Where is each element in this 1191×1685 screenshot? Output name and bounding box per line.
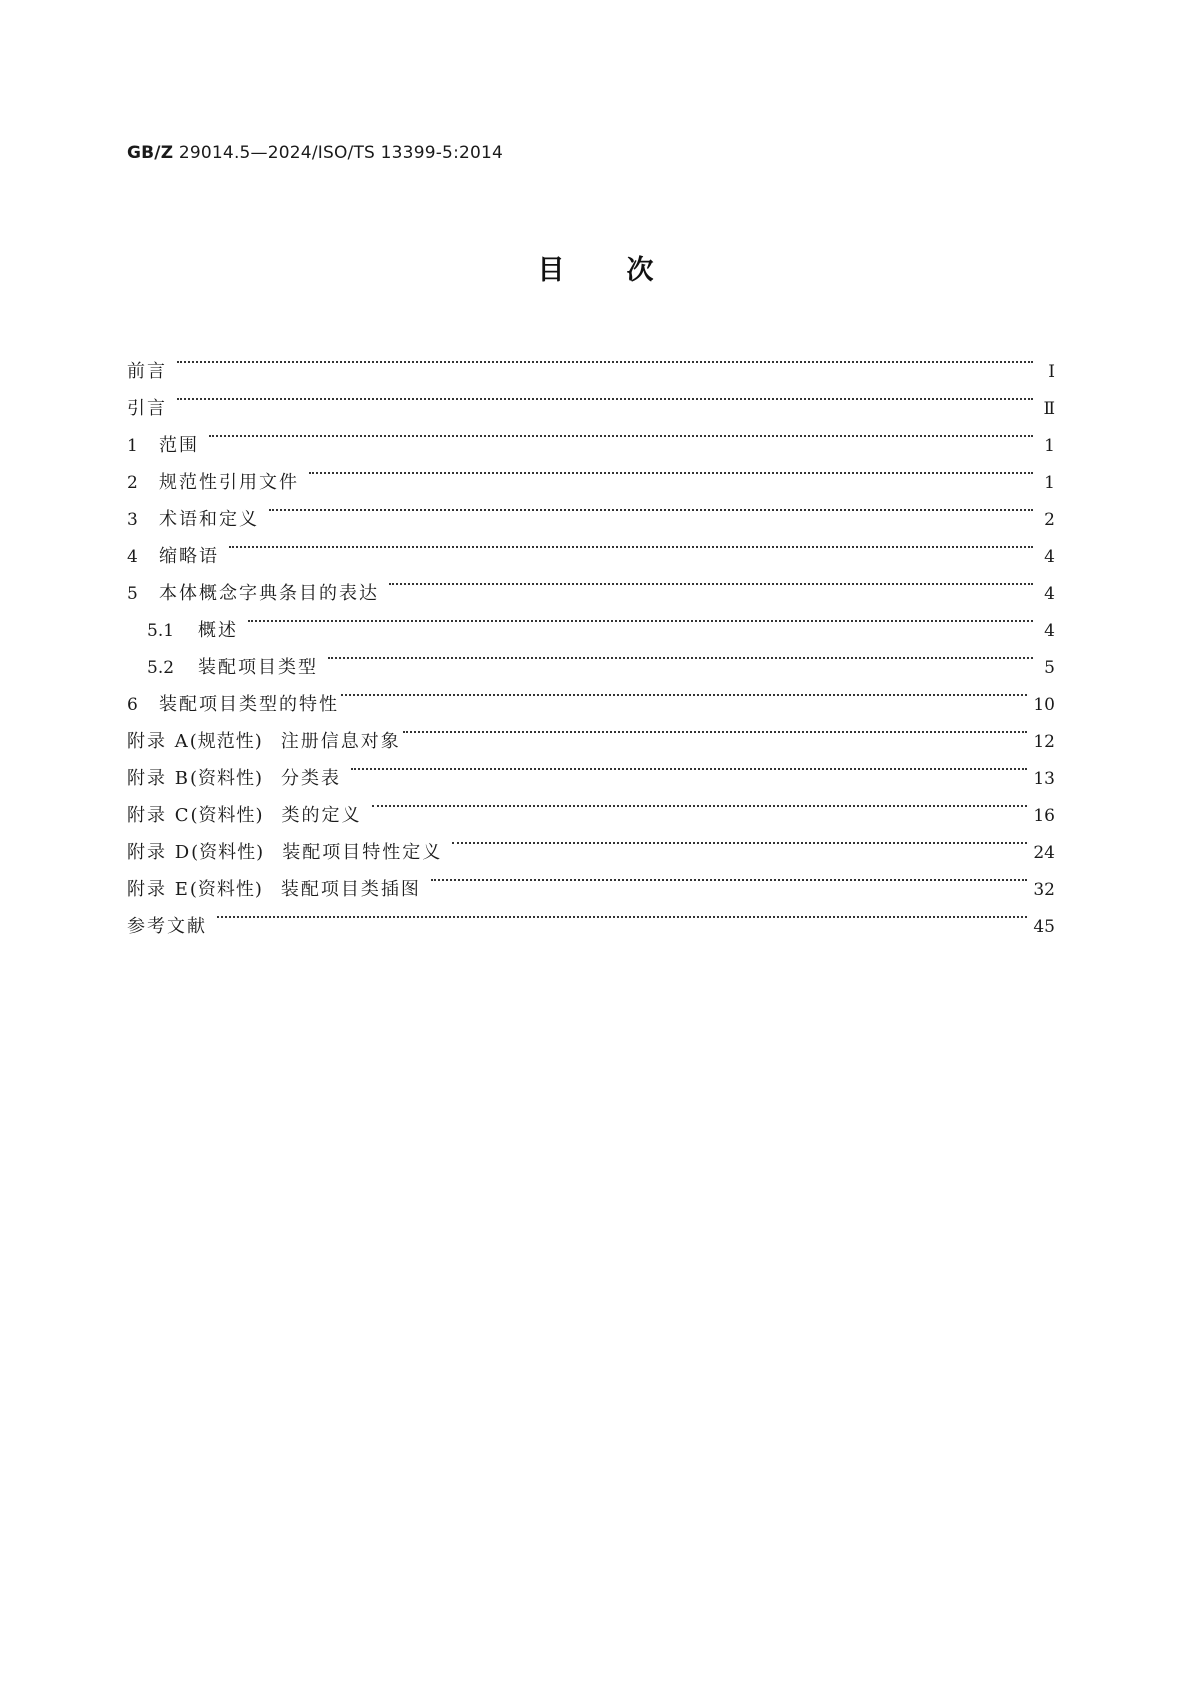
toc-entry-label: 规范性引用文件 (159, 472, 299, 493)
toc-page-number: Ⅱ (1043, 399, 1055, 419)
toc-page-number: 2 (1044, 510, 1055, 530)
toc-page-number: 1 (1044, 473, 1055, 493)
standard-number (127, 143, 503, 163)
toc-entry-number: 5 (127, 584, 138, 604)
annex-title: 类的定义 (281, 805, 362, 826)
standard-code-prefix: GB/Z (127, 143, 174, 163)
annex-number: 附录 A (127, 731, 190, 752)
toc-entry-number: 6 (127, 695, 138, 715)
toc-page-number: 45 (1033, 917, 1055, 937)
annex-number: 附录 D (127, 842, 192, 863)
toc-entry-label (127, 797, 362, 834)
toc-entry-number: 3 (127, 510, 138, 530)
toc-entry-label: 本体概念字典条目的表达 (159, 583, 379, 604)
toc-entry-label: 术语和定义 (159, 509, 259, 530)
toc-entry-label (127, 760, 341, 797)
annex-number: 附录 B (127, 768, 190, 789)
toc-entry-introduction[interactable] (127, 377, 1055, 419)
toc-page-number: 10 (1033, 695, 1055, 715)
toc-entry-4-abbreviations[interactable] (127, 525, 1055, 567)
toc-page-number: 4 (1044, 547, 1055, 567)
toc-entry-label: 缩略语 (159, 546, 219, 567)
toc-leader-dots (217, 895, 1027, 932)
toc-entry-label: 概述 (198, 620, 238, 641)
annex-title: 分类表 (281, 768, 341, 789)
toc-leader-dots (372, 784, 1028, 821)
toc-entry-1-scope[interactable] (127, 414, 1055, 456)
toc-entry-label: 参考文献 (127, 916, 207, 937)
toc-leader-dots (403, 710, 1028, 747)
toc-page-number: 12 (1033, 732, 1055, 752)
toc-leader-dots (209, 414, 1033, 451)
toc-entry-5-representation[interactable] (127, 562, 1055, 604)
toc-page-number: 4 (1044, 584, 1055, 604)
annex-number: 附录 C (127, 805, 191, 826)
annex-category: (资料性) (190, 805, 264, 826)
toc-title: 目次 (537, 255, 716, 286)
standard-code-rest: 29014.5—2024/ISO/TS 13399-5:2014 (178, 143, 504, 163)
toc-entry-foreword[interactable] (127, 340, 1055, 382)
annex-category: (资料性) (191, 842, 265, 863)
toc-entry-label: 范围 (159, 435, 199, 456)
toc-entry-number: 1 (127, 436, 138, 456)
toc-leader-dots (269, 488, 1033, 525)
annex-number: 附录 E (127, 879, 190, 900)
toc-entry-bibliography[interactable] (127, 895, 1055, 937)
annex-title: 装配项目特性定义 (282, 842, 443, 863)
toc-entry-2-normative-references[interactable] (127, 451, 1055, 493)
toc-entry-number: 5.2 (147, 658, 175, 678)
toc-page-number: 32 (1033, 880, 1055, 900)
toc-leader-dots (328, 636, 1033, 673)
toc-entry-5-2-assembly-item-types[interactable] (127, 636, 1055, 678)
annex-category: (资料性) (189, 768, 263, 789)
toc-leader-dots (177, 340, 1033, 377)
toc-leader-dots (351, 747, 1027, 784)
toc-leader-dots (177, 377, 1033, 414)
toc-entry-label: 装配项目类型 (198, 657, 318, 678)
toc-entry-number: 5.1 (147, 621, 175, 641)
toc-leader-dots (248, 599, 1033, 636)
annex-title: 装配项目类插图 (280, 879, 421, 900)
toc-entry-5-1-overview[interactable] (127, 599, 1055, 641)
toc-entry-number: 4 (127, 547, 138, 567)
toc-leader-dots (389, 562, 1033, 599)
toc-leader-dots (309, 451, 1033, 488)
toc-page-number: 4 (1044, 621, 1055, 641)
toc-entry-number: 2 (127, 473, 138, 493)
toc-page-number: 16 (1033, 806, 1055, 826)
toc-page-number: 24 (1033, 843, 1055, 863)
toc-entry-label: 装配项目类型的特性 (159, 694, 339, 715)
toc-page-number: 13 (1033, 769, 1055, 789)
toc-entry-label (127, 834, 442, 871)
toc-page-number: 5 (1044, 658, 1055, 678)
toc-entry-label: 前言 (127, 361, 167, 382)
table-of-contents (127, 340, 1055, 937)
toc-leader-dots (452, 821, 1027, 858)
annex-category: (规范性) (189, 731, 263, 752)
toc-leader-dots (341, 673, 1027, 710)
annex-category: (资料性) (189, 879, 263, 900)
toc-entry-label: 引言 (127, 398, 167, 419)
toc-page-number: 1 (1044, 436, 1055, 456)
toc-page-number: Ⅰ (1048, 362, 1055, 382)
annex-title: 注册信息对象 (280, 731, 401, 752)
toc-leader-dots (431, 858, 1027, 895)
toc-leader-dots (229, 525, 1033, 562)
